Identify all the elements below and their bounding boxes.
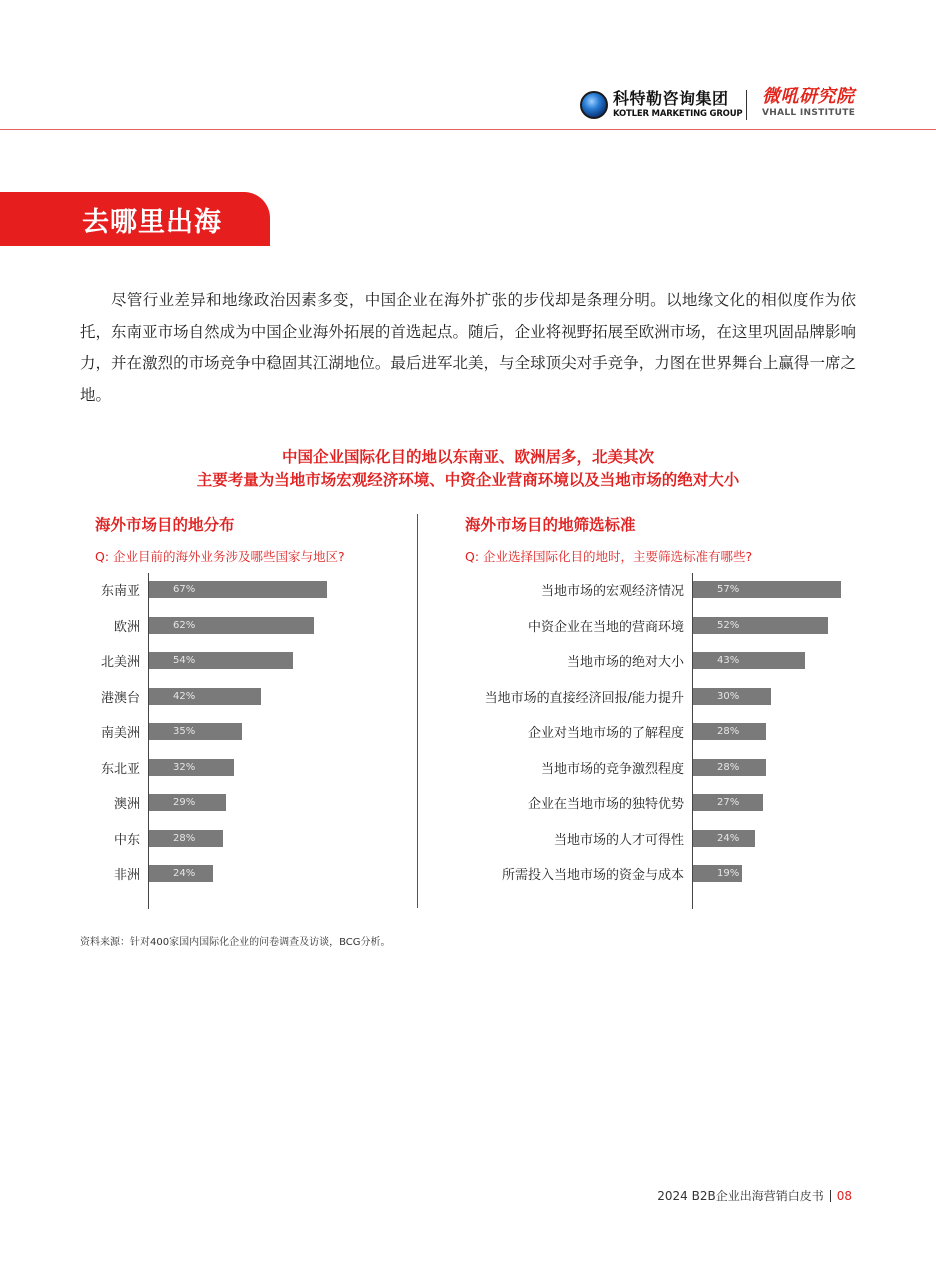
intro-paragraph: 尽管行业差异和地缘政治因素多变，中国企业在海外扩张的步伐却是条理分明。以地缘文化的相似度作为依托，东南亚市场自然成为中国企业海外拓展的首选起点。随后，企业将视野拓展至欧洲市场，在这里巩固品牌影响力，并在激烈的市场竞争中稳固其江湖地位。最后进军北美，与全球顶尖对手竞争，力图在世界舞台上赢得一席之地。 [80,291,856,404]
vhall-name-cn: 微吼研究院 [762,86,855,107]
category-label: 企业对当地市场的了解程度 [527,726,684,741]
bar-value-label: 19% [717,868,740,879]
right-chart-title: 海外市场目的地筛选标准 [465,516,636,534]
kotler-logo [580,88,742,122]
panel-divider [417,514,418,908]
bar-value-label: 57% [717,584,740,595]
kotler-name-en: KOTLER MARKETING GROUP [613,109,743,120]
vhall-name-en: VHALL INSTITUTE [762,108,856,118]
footer-title: 2024 B2B企业出海营销白皮书 [657,1189,824,1203]
section-title: 去哪里出海 [82,207,222,238]
category-label: 当地市场的绝对大小 [566,655,684,670]
chart-heading-line2: 主要考量为当地市场宏观经济环境、中资企业营商环境以及当地市场的绝对大小 [196,471,740,489]
category-label: 当地市场的竞争激烈程度 [540,761,684,777]
bar-value-label: 62% [173,619,196,631]
category-label: 企业在当地市场的独特优势 [527,797,684,812]
bar-value-label: 28% [173,832,196,844]
category-label: 中资企业在当地的营商环境 [527,619,684,635]
bar-value-label: 52% [717,619,740,631]
bar-value-label: 54% [173,655,196,666]
bar-value-label: 43% [717,655,740,666]
bar-value-label: 28% [717,726,740,737]
vhall-logo [762,88,855,118]
category-label: 澳洲 [113,797,140,812]
source-note: 资料来源：针对400家国内国际化企业的问卷调查及访谈，BCG分析。 [80,937,391,948]
left-chart-question: Q: 企业目前的海外业务涉及哪些国家与地区? [95,549,345,564]
category-label: 当地市场的直接经济回报/能力提升 [484,690,684,706]
category-label: 中东 [113,832,140,848]
right-chart-question: Q: 企业选择国际化目的地时，主要筛选标准有哪些? [465,549,753,564]
category-label: 当地市场的宏观经济情况 [540,584,684,599]
chart-heading-line1: 中国企业国际化目的地以东南亚、欧洲居多，北美其次 [281,448,654,466]
category-label: 南美洲 [100,726,140,741]
category-label: 所需投入当地市场的资金与成本 [501,868,684,883]
bar [693,617,828,634]
bar-value-label: 24% [173,868,196,879]
footer-separator [830,1190,831,1202]
bar-value-label: 42% [173,690,196,702]
category-label: 欧洲 [113,619,140,635]
category-label: 北美洲 [100,655,140,670]
footer [657,1187,852,1204]
category-label: 东南亚 [100,584,140,599]
bar [149,652,293,669]
bar-value-label: 30% [717,690,740,702]
left-chart-title: 海外市场目的地分布 [95,516,235,534]
category-label: 港澳台 [100,690,140,706]
bar [693,581,841,598]
bar-value-label: 67% [173,584,196,595]
bar [149,723,242,740]
header-rule [0,129,936,130]
kotler-name-cn: 科特勒咨询集团 [613,89,729,109]
category-label: 当地市场的人才可得性 [553,832,684,848]
bar [149,688,261,705]
category-label: 东北亚 [100,761,140,777]
category-label: 非洲 [113,868,140,883]
bar-value-label: 32% [173,761,196,773]
bar-value-label: 29% [173,797,196,808]
bar-value-label: 27% [717,797,740,808]
logo-divider [746,90,747,120]
globe-icon [580,91,608,119]
bar [693,652,805,669]
bar-value-label: 28% [717,761,740,773]
bar-value-label: 24% [717,832,740,844]
bar-value-label: 35% [173,726,196,737]
page-number: 08 [836,1188,852,1203]
